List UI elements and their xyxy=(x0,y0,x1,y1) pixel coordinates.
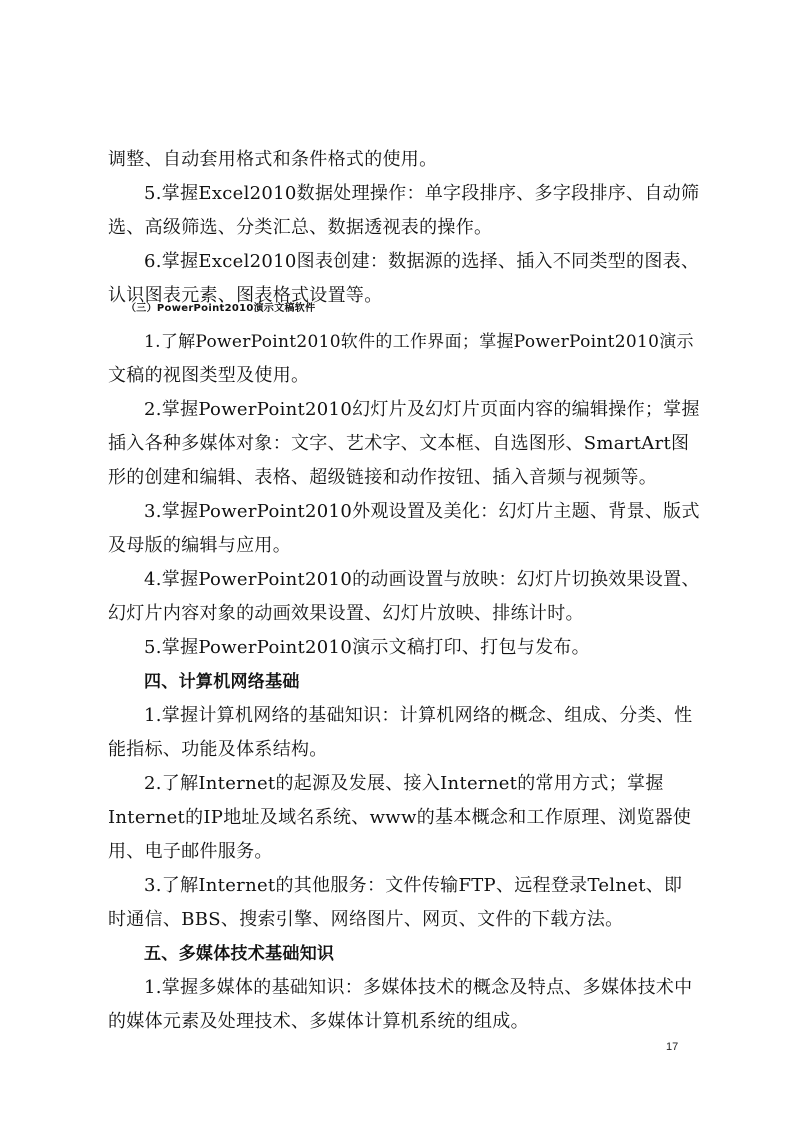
section-heading: 五、多媒体技术基础知识 xyxy=(144,944,335,964)
body-text-line: 6.掌握Excel2010图表创建：数据源的选择、插入不同类型的图表、 xyxy=(144,251,700,272)
body-text-line: 3.掌握PowerPoint2010外观设置及美化：幻灯片主题、背景、版式 xyxy=(144,501,700,522)
body-text-line: 形的创建和编辑、表格、超级链接和动作按钮、插入音频与视频等。 xyxy=(108,467,657,488)
body-text-line: 及母版的编辑与应用。 xyxy=(108,535,291,556)
body-text-line: 插入各种多媒体对象：文字、艺术字、文本框、自选图形、SmartArt图 xyxy=(108,433,690,454)
body-text-line: 幻灯片内容对象的动画效果设置、幻灯片放映、排练计时。 xyxy=(108,603,584,624)
body-text-line: 1.掌握多媒体的基础知识：多媒体技术的概念及特点、多媒体技术中 xyxy=(144,977,693,998)
body-text-line: 3.了解Internet的其他服务：文件传输FTP、远程登录Telnet、即 xyxy=(144,875,683,896)
body-text-line: 文稿的视图类型及使用。 xyxy=(108,365,310,386)
section-heading: （三）PowerPoint2010演示文稿软件 xyxy=(126,303,316,314)
body-text-line: 选、高级筛选、分类汇总、数据透视表的操作。 xyxy=(108,217,493,238)
section-heading: 四、计算机网络基础 xyxy=(144,672,300,692)
body-text-line: 用、电子邮件服务。 xyxy=(108,841,273,862)
page-number: 17 xyxy=(666,1041,679,1053)
body-text-line: 2.了解Internet的起源及发展、接入Internet的常用方式；掌握 xyxy=(144,773,664,794)
body-text-line: 4.掌握PowerPoint2010的动画设置与放映：幻灯片切换效果设置、 xyxy=(144,569,700,590)
body-text-line: 能指标、功能及体系结构。 xyxy=(108,739,328,760)
body-text-line: 5.掌握Excel2010数据处理操作：单字段排序、多字段排序、自动筛 xyxy=(144,183,700,204)
body-text-line: 时通信、BBS、搜索引擎、网络图片、网页、文件的下载方法。 xyxy=(108,909,624,930)
body-text-line: 认识图表元素、图表格式设置等。 xyxy=(108,285,383,306)
body-text-line: 1.掌握计算机网络的基础知识：计算机网络的概念、组成、分类、性 xyxy=(144,705,693,726)
body-text-line: 5.掌握PowerPoint2010演示文稿打印、打包与发布。 xyxy=(144,637,590,658)
body-text-line: 的媒体元素及处理技术、多媒体计算机系统的组成。 xyxy=(108,1011,529,1032)
body-text-line: 2.掌握PowerPoint2010幻灯片及幻灯片页面内容的编辑操作；掌握 xyxy=(144,399,700,420)
body-text-line: 1.了解PowerPoint2010软件的工作界面；掌握PowerPoint2010演示 xyxy=(144,332,694,352)
body-text-line: 调整、自动套用格式和条件格式的使用。 xyxy=(108,149,438,170)
body-text-line: Internet的IP地址及域名系统、www的基本概念和工作原理、浏览器使 xyxy=(108,807,692,828)
